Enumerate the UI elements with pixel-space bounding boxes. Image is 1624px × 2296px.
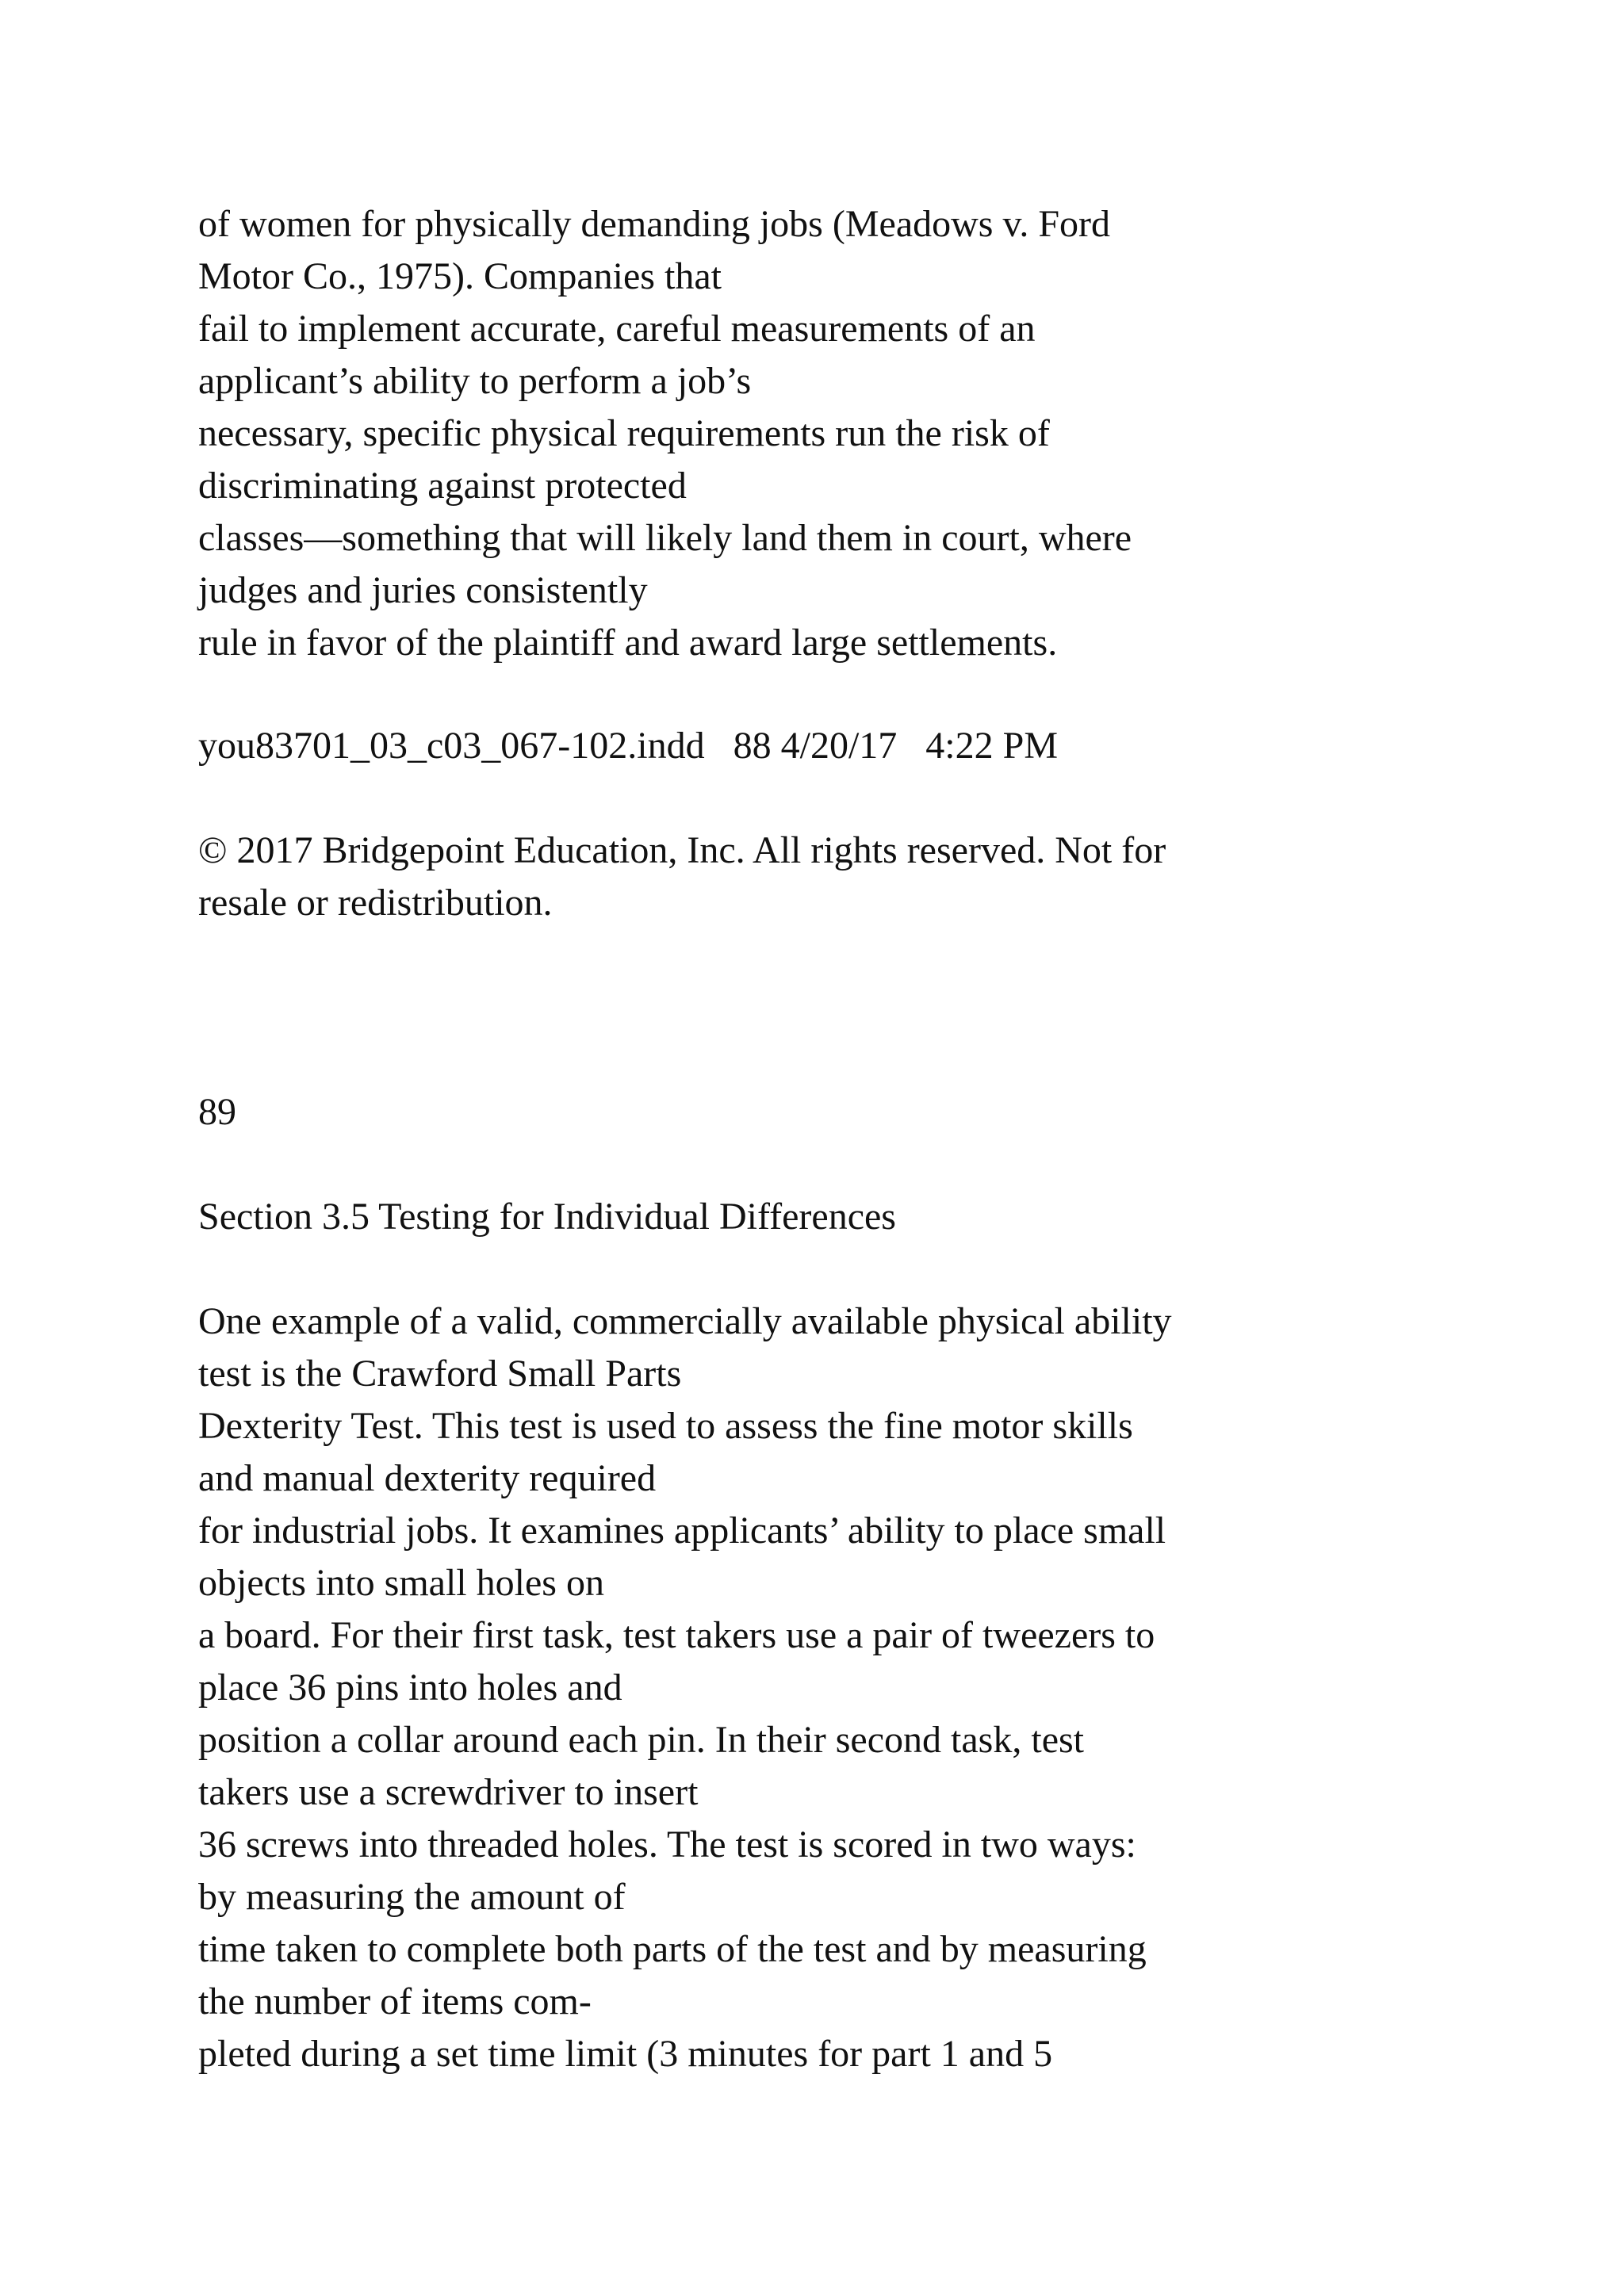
copyright-line: resale or redistribution. (198, 882, 553, 924)
file-info-line: you83701_03_c03_067-102.indd 88 4/20/17 4:22 PM (198, 725, 1059, 767)
paragraph-line: pleted during a set time limit (3 minutes for part 1 and 5 (198, 2033, 1053, 2075)
paragraph-line: test is the Crawford Small Parts (198, 1353, 682, 1395)
paragraph-line: for industrial jobs. It examines applicants’ ability to place small (198, 1510, 1166, 1552)
paragraph-line: One example of a valid, commercially available physical ability (198, 1300, 1172, 1342)
paragraph-line: Dexterity Test. This test is used to assess the fine motor skills (198, 1405, 1133, 1447)
paragraph-line: takers use a screwdriver to insert (198, 1771, 699, 1813)
paragraph-line: a board. For their first task, test takers use a pair of tweezers to (198, 1614, 1155, 1656)
copyright-line: © 2017 Bridgepoint Education, Inc. All rights reserved. Not for (198, 829, 1166, 871)
paragraph-line: objects into small holes on (198, 1562, 604, 1604)
paragraph-line: time taken to complete both parts of the test and by measuring (198, 1928, 1147, 1970)
paragraph-line: and manual dexterity required (198, 1457, 657, 1499)
paragraph-line: rule in favor of the plaintiff and award large settlements. (198, 622, 1058, 664)
paragraph-line: applicant’s ability to perform a job’s (198, 360, 752, 402)
paragraph-line: of women for physically demanding jobs (Meadows v. Ford (198, 203, 1111, 245)
paragraph-line: the number of items com- (198, 1980, 592, 2022)
paragraph-line: by measuring the amount of (198, 1876, 626, 1918)
paragraph-line: discriminating against protected (198, 465, 687, 507)
paragraph-line: judges and juries consistently (198, 569, 648, 611)
paragraph-line: classes—something that will likely land them in court, where (198, 517, 1132, 559)
paragraph-line: necessary, specific physical requirements run the risk of (198, 412, 1050, 454)
paragraph-line: position a collar around each pin. In their second task, test (198, 1719, 1085, 1761)
paragraph-line: Motor Co., 1975). Companies that (198, 255, 722, 297)
paragraph-line: fail to implement accurate, careful measurements of an (198, 308, 1036, 350)
paragraph-line: place 36 pins into holes and (198, 1667, 622, 1709)
paragraph-line: 36 screws into threaded holes. The test is scored in two ways: (198, 1823, 1136, 1866)
page-number: 89 (198, 1091, 236, 1133)
section-heading: Section 3.5 Testing for Individual Differences (198, 1196, 896, 1238)
